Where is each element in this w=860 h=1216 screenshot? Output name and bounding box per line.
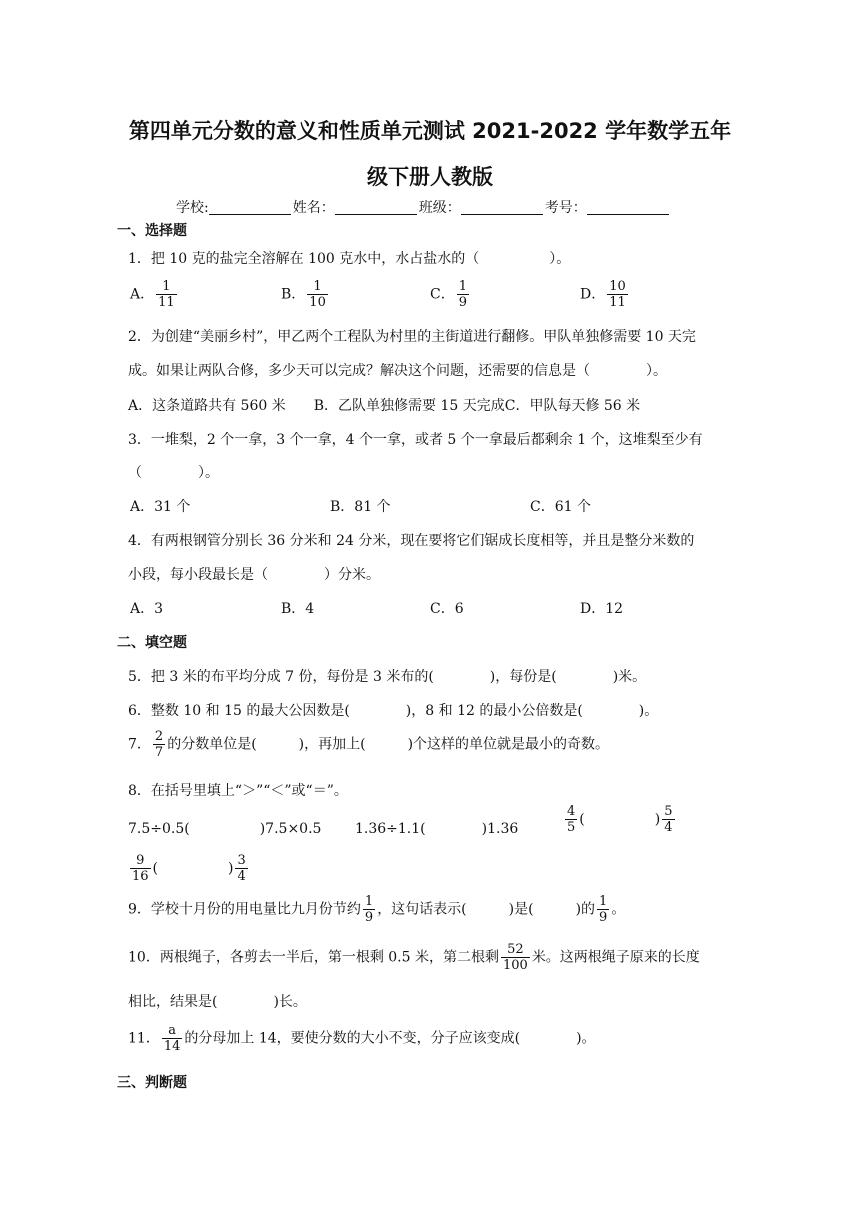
question-2-options: A．这条道路共有 560 米 B．乙队单独修需要 15 天完成C．甲队每天修 56 米 bbox=[128, 398, 641, 414]
fraction: $\frac{10}{11}$ bbox=[609, 279, 626, 310]
q3-option-a: A．31 个 bbox=[130, 499, 191, 515]
question-7-text: 7． $\frac{2}{7}$ 的分数单位是( )，再加上( )个这样的单位就是最小的奇数。 bbox=[128, 729, 610, 760]
question-1-text: 1．把 10 克的盐完全溶解在 100 克水中，水占盐水的（ ）。 bbox=[128, 251, 571, 267]
fraction: $\frac{2}{7}$ bbox=[154, 729, 164, 760]
fraction: $\frac{1}{9}$ bbox=[364, 894, 374, 925]
q4-option-a: A．3 bbox=[130, 601, 164, 617]
q8-compare-c: $\frac{4}{5}$ ( ) $\frac{5}{4}$ bbox=[567, 804, 673, 835]
question-10-line-1: 10．两根绳子，各剪去一半后，第一根剩 0.5 米，第二根剩 $\frac{52}{100}$ 米。这两根绳子原来的长度 bbox=[128, 942, 700, 973]
question-5-text: 5．把 3 米的布平均分成 7 份，每份是 3 米布的( )，每份是( )米。 bbox=[128, 669, 647, 685]
school-label: 学校: bbox=[176, 200, 209, 216]
q4-option-d: D．12 bbox=[580, 601, 624, 617]
fraction: $\frac{a}{14}$ bbox=[163, 1023, 181, 1054]
q1-option-c: C． $\frac{1}{9}$ bbox=[430, 279, 467, 310]
fraction: $\frac{1}{9}$ bbox=[458, 279, 467, 310]
fraction: $\frac{4}{5}$ bbox=[567, 804, 576, 835]
section-heading-fill: 二、填空题 bbox=[117, 635, 187, 651]
question-4-line-1: 4．有两根钢管分别长 36 分米和 24 分米，现在要将它们锯成长度相等，并且是整分米数的 bbox=[128, 533, 695, 549]
page-title-line-1: 第四单元分数的意义和性质单元测试 2021-2022 学年数学五年 bbox=[128, 119, 732, 143]
student-info-row bbox=[176, 197, 671, 217]
fraction: $\frac{1}{10}$ bbox=[309, 279, 326, 310]
name-label: 姓名： bbox=[292, 200, 335, 216]
page-title-line-2: 级下册人教版 bbox=[367, 165, 493, 189]
question-2-line-2: 成。如果让两队合修，多少天可以完成？解决这个问题，还需要的信息是（ ）。 bbox=[128, 363, 667, 379]
q1-option-b: B． $\frac{1}{10}$ bbox=[281, 279, 326, 310]
q8-compare-a: 7.5÷0.5( )7.5×0.5 bbox=[128, 821, 322, 837]
q1-option-d: D． $\frac{10}{11}$ bbox=[580, 279, 626, 310]
fraction: $\frac{5}{4}$ bbox=[664, 804, 673, 835]
q8-compare-b: 1.36÷1.1( )1.36 bbox=[355, 821, 519, 837]
q3-option-c: C．61 个 bbox=[530, 499, 591, 515]
question-10-line-2: 相比，结果是( )长。 bbox=[128, 994, 307, 1010]
question-9-text: 9．学校十月份的用电量比九月份节约 $\frac{1}{9}$ ，这句话表示( )是( )的 $\frac{1}{9}$ 。 bbox=[128, 894, 626, 925]
section-heading-choice: 一、选择题 bbox=[117, 223, 187, 239]
class-blank bbox=[461, 200, 543, 215]
fraction: $\frac{1}{11}$ bbox=[158, 279, 175, 310]
section-heading-judge: 三、判断题 bbox=[117, 1075, 187, 1091]
fraction: $\frac{1}{9}$ bbox=[599, 894, 608, 925]
question-8-text: 8．在括号里填上“＞”“＜”或“＝”。 bbox=[128, 783, 348, 799]
school-blank bbox=[209, 200, 291, 215]
fraction: $\frac{9}{16}$ bbox=[132, 853, 149, 884]
q4-option-c: C．6 bbox=[430, 601, 464, 617]
question-4-line-2: 小段，每小段最长是（ ）分米。 bbox=[128, 567, 380, 583]
q3-option-b: B．81 个 bbox=[330, 499, 391, 515]
q8-compare-d: $\frac{9}{16}$ ( ) $\frac{3}{4}$ bbox=[132, 853, 246, 884]
exam-no-label: 考号： bbox=[544, 200, 587, 216]
question-3-line-1: 3．一堆梨，2 个一拿，3 个一拿，4 个一拿，或者 5 个一拿最后都剩余 1 个，这堆梨至少有 bbox=[128, 432, 703, 448]
class-label: 班级： bbox=[418, 200, 461, 216]
fraction: $\frac{52}{100}$ bbox=[502, 942, 528, 973]
name-blank bbox=[335, 200, 417, 215]
question-6-text: 6．整数 10 和 15 的最大公因数是( )，8 和 12 的最小公倍数是( )。 bbox=[128, 703, 659, 719]
q1-option-a: A． $\frac{1}{11}$ bbox=[130, 279, 175, 310]
fraction: $\frac{3}{4}$ bbox=[237, 853, 246, 884]
question-11-text: 11． $\frac{a}{14}$ 的分母加上 14，要使分数的大小不变，分子应该变成( )。 bbox=[128, 1023, 596, 1054]
exam-no-blank bbox=[587, 200, 669, 215]
question-2-line-1: 2．为创建“美丽乡村”，甲乙两个工程队为村里的主街道进行翻修。甲队单独修需要 10 天完 bbox=[128, 329, 696, 345]
question-3-line-2: （ ）。 bbox=[128, 465, 219, 481]
q4-option-b: B．4 bbox=[281, 601, 315, 617]
